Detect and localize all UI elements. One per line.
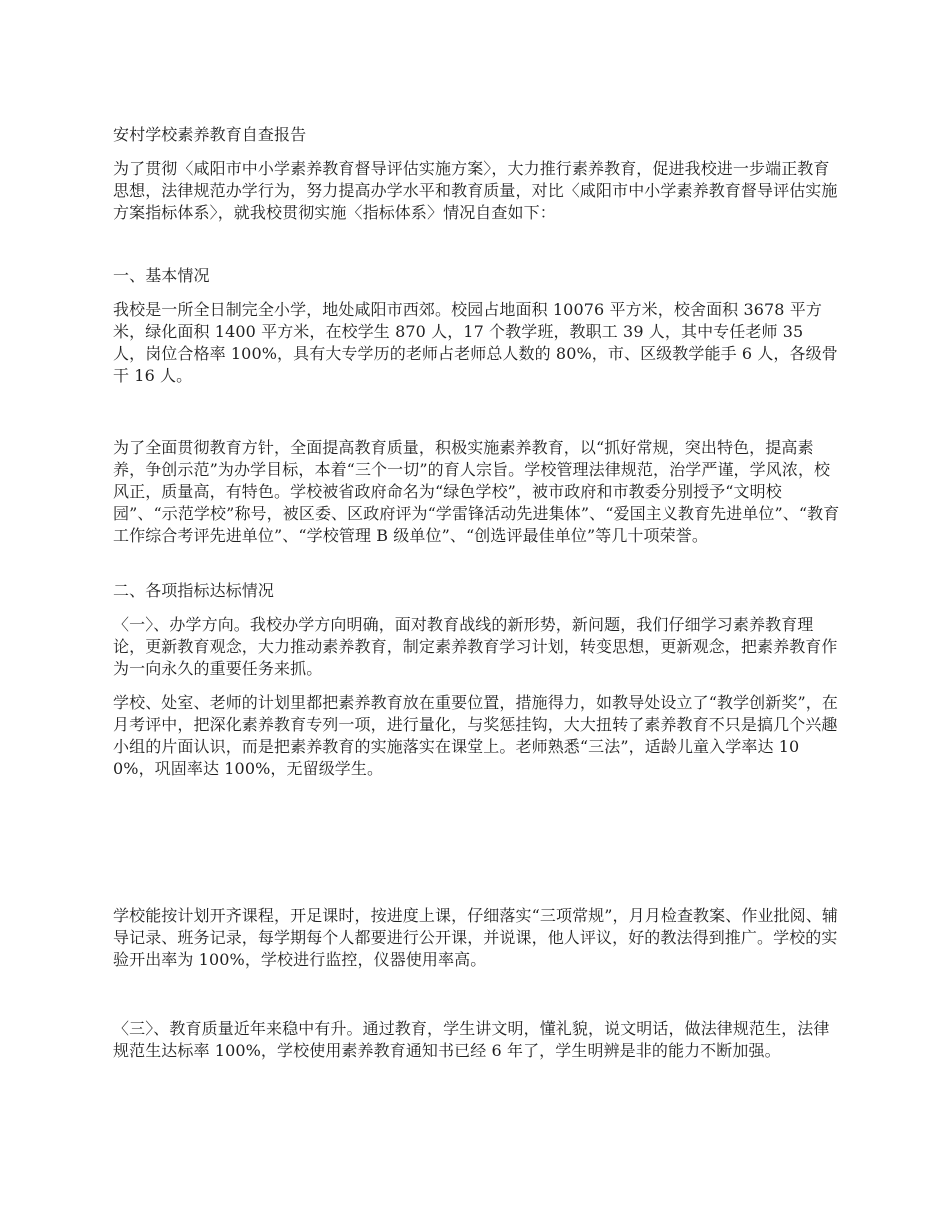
basic-info-paragraph: 我校是一所全日制完全小学，地处咸阳市西郊。校园占地面积 10076 平方米，校舍面积 3678 平方米，绿化面积 1400 平方米，在校学生 870 人，17 个教学班，教职工 39 人，其中专任老师 35 人，岗位合格率 100%，具有大专学历的老师占老师总人数的 80%，市、区级教学能手 6 人，各级骨干 16 人。 <box>113 300 838 385</box>
section-heading-standards: 二、各项指标达标情况 <box>113 581 275 600</box>
intro-paragraph: 为了贯彻〈咸阳市中小学素养教育督导评估实施方案〉，大力推行素养教育，促进我校进一步端正教育思想，法律规范办学行为，努力提高办学水平和教育质量，对比〈咸阳市中小学素养教育督导评估实施方案指标体系〉，就我校贯彻实施〈指标体系〉情况自查如下： <box>113 159 838 222</box>
document-title: 安村学校素养教育自查报告 <box>113 125 307 144</box>
standard-item-1: 〈一〉、办学方向。我校办学方向明确，面对教育战线的新形势，新问题，我们仔细学习素养教育理论，更新教育观念，大力推动素养教育，制定素养教育学习计划，转变思想，更新观念，把素养教育作为一向永久的重要任务来抓。 <box>113 615 838 678</box>
standard-item-3: 〈三〉、教育质量近年来稳中有升。通过教育，学生讲文明，懂礼貌，说文明话，做法律规范生，法律规范生达标率 100%，学校使用素养教育通知书已经 6 年了，学生明辨是非的能力不断加强。 <box>113 1019 830 1060</box>
school-goals-paragraph: 为了全面贯彻教育方针，全面提高教育质量，积极实施素养教育，以“抓好常规，突出特色，提高素养，争创示范”为办学目标，本着“三个一切”的育人宗旨。学校管理法律规范，治学严谨，学风浓，校风正，质量高，有特色。学校被省政府命名为“绿色学校”，被市政府和市教委分别授予“文明校园”、“示范学校”称号，被区委、区政府评为“学雷锋活动先进集体”、“爱国主义教育先进单位”、“教育工作综合考评先进单位”、“学校管理 B 级单位”、“创选评最佳单位”等几十项荣誉。 <box>113 438 840 545</box>
section-heading-basic: 一、基本情况 <box>113 266 210 285</box>
curriculum-paragraph: 学校能按计划开齐课程，开足课时，按进度上课，仔细落实“三项常规”，月月检查教案、作业批阅、辅导记录、班务记录，每学期每个人都要进行公开课，并说课，他人评议，好的教法得到推广。学校的实验开出率为 100%，学校进行监控，仪器使用率高。 <box>113 906 838 969</box>
standard-item-1-detail: 学校、处室、老师的计划里都把素养教育放在重要位置，措施得力，如教导处设立了“教学创新奖”，在月考评中，把深化素养教育专列一项，进行量化，与奖惩挂钩，大大扭转了素养教育不只是搞几个兴趣小组的片面认识，而是把素养教育的实施落实在课堂上。老师熟悉“三法”，适龄儿童入学率达 100%，巩固率达 100%，无留级学生。 <box>113 693 838 778</box>
